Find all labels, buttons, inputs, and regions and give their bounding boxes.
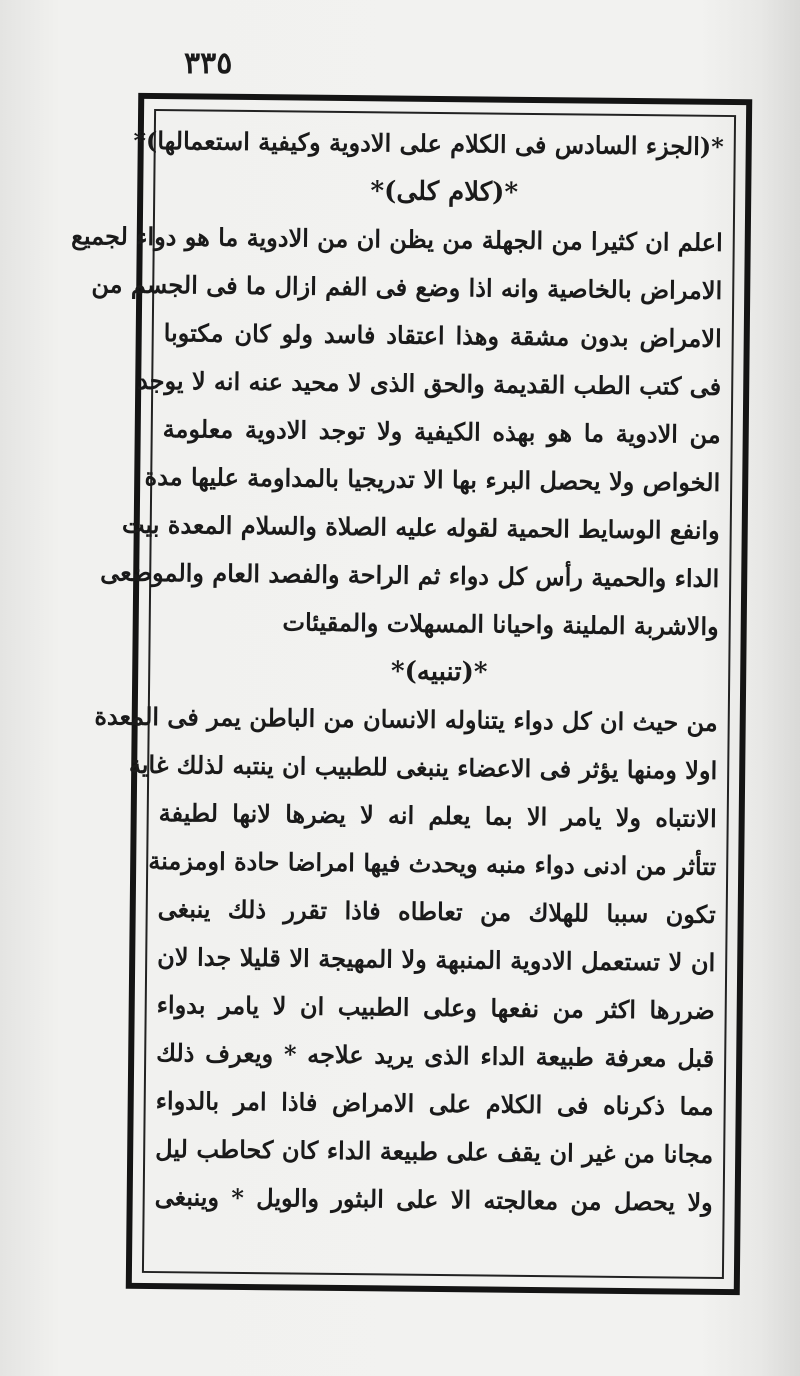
text-line: الانتباه ولا يامر الا بما يعلم انه لا يضرها لانها لطيفة: [158, 798, 717, 833]
text-line: والاشربة الملينة واحيانا المسهلات والمقيئات: [282, 607, 719, 641]
text-line: من الادوية ما هو بهذه الكيفية ولا توجد الادوية معلومة: [162, 414, 721, 449]
text-line: تكون سببا للهلاك من تعاطاه فاذا تقرر ذلك ينبغى: [157, 894, 716, 929]
text-line: ان لا تستعمل الادوية المنبهة ولا المهيجة الا قليلا جدا لان: [157, 942, 716, 977]
section-heading-notice: *(تنبيه)*: [390, 656, 488, 688]
section-heading-general: *(كلام كلى)*: [370, 176, 519, 208]
text-line: الامراض بالخاصية وانه اذا وضع فى الفم ازال ما فى الجسم من: [91, 269, 723, 305]
chapter-title: *(الجزء السادس فى الكلام على الادوية وكيفية استعمالها)*: [133, 125, 724, 161]
text-line: الامراض بدون مشقة وهذا اعتقاد فاسد ولو كان مكتوبا: [163, 318, 722, 353]
text-line: فى كتب الطب القديمة والحق الذى لا محيد عنه انه لا يوجد: [136, 365, 722, 401]
text-line: ولا يحصل من معالجته الا على البثور والويل * وينبغى: [154, 1182, 713, 1217]
text-line: مما ذكرناه فى الكلام على الامراض فاذا امر بالدواء: [155, 1086, 714, 1121]
text-line: الداء والحمية رأس كل دواء ثم الراحة والفصد العام والموضعى: [100, 557, 720, 593]
text-line: من حيث ان كل دواء يتناوله الانسان من الباطن يمر فى المعدة: [94, 701, 718, 737]
section-body-general: [71, 213, 723, 651]
page-content: [71, 117, 724, 1271]
page-number: ٣٣٥: [184, 46, 233, 81]
section-body-notice: [94, 693, 718, 1227]
text-line: تتأثر من ادنى دواء منبه ويحدث فيها امراضا حادة اومزمنة: [148, 845, 717, 881]
text-line: قبل معرفة طبيعة الداء الذى يريد علاجه * ويعرف ذلك: [156, 1038, 715, 1073]
text-line: اعلم ان كثيرا من الجهلة من يظن ان من الادوية ما هو دواء لجميع: [71, 221, 723, 257]
text-line: مجانا من غير ان يقف على طبيعة الداء كان كحاطب ليل: [155, 1134, 714, 1169]
text-line: وانفع الوسايط الحمية لقوله عليه الصلاة والسلام المعدة بيت: [121, 509, 720, 545]
text-frame: [71, 93, 752, 1295]
text-line: اولا ومنها يؤثر فى الاعضاء ينبغى للطبيب ان ينتبه لذلك غاية: [128, 749, 718, 785]
text-line: الخواص ولا يحصل البرء بها الا تدريجيا بالمداومة عليها مدة: [144, 461, 721, 497]
text-line: ضررها اكثر من نفعها وعلى الطبيب ان لا يامر بدواء: [156, 990, 715, 1025]
